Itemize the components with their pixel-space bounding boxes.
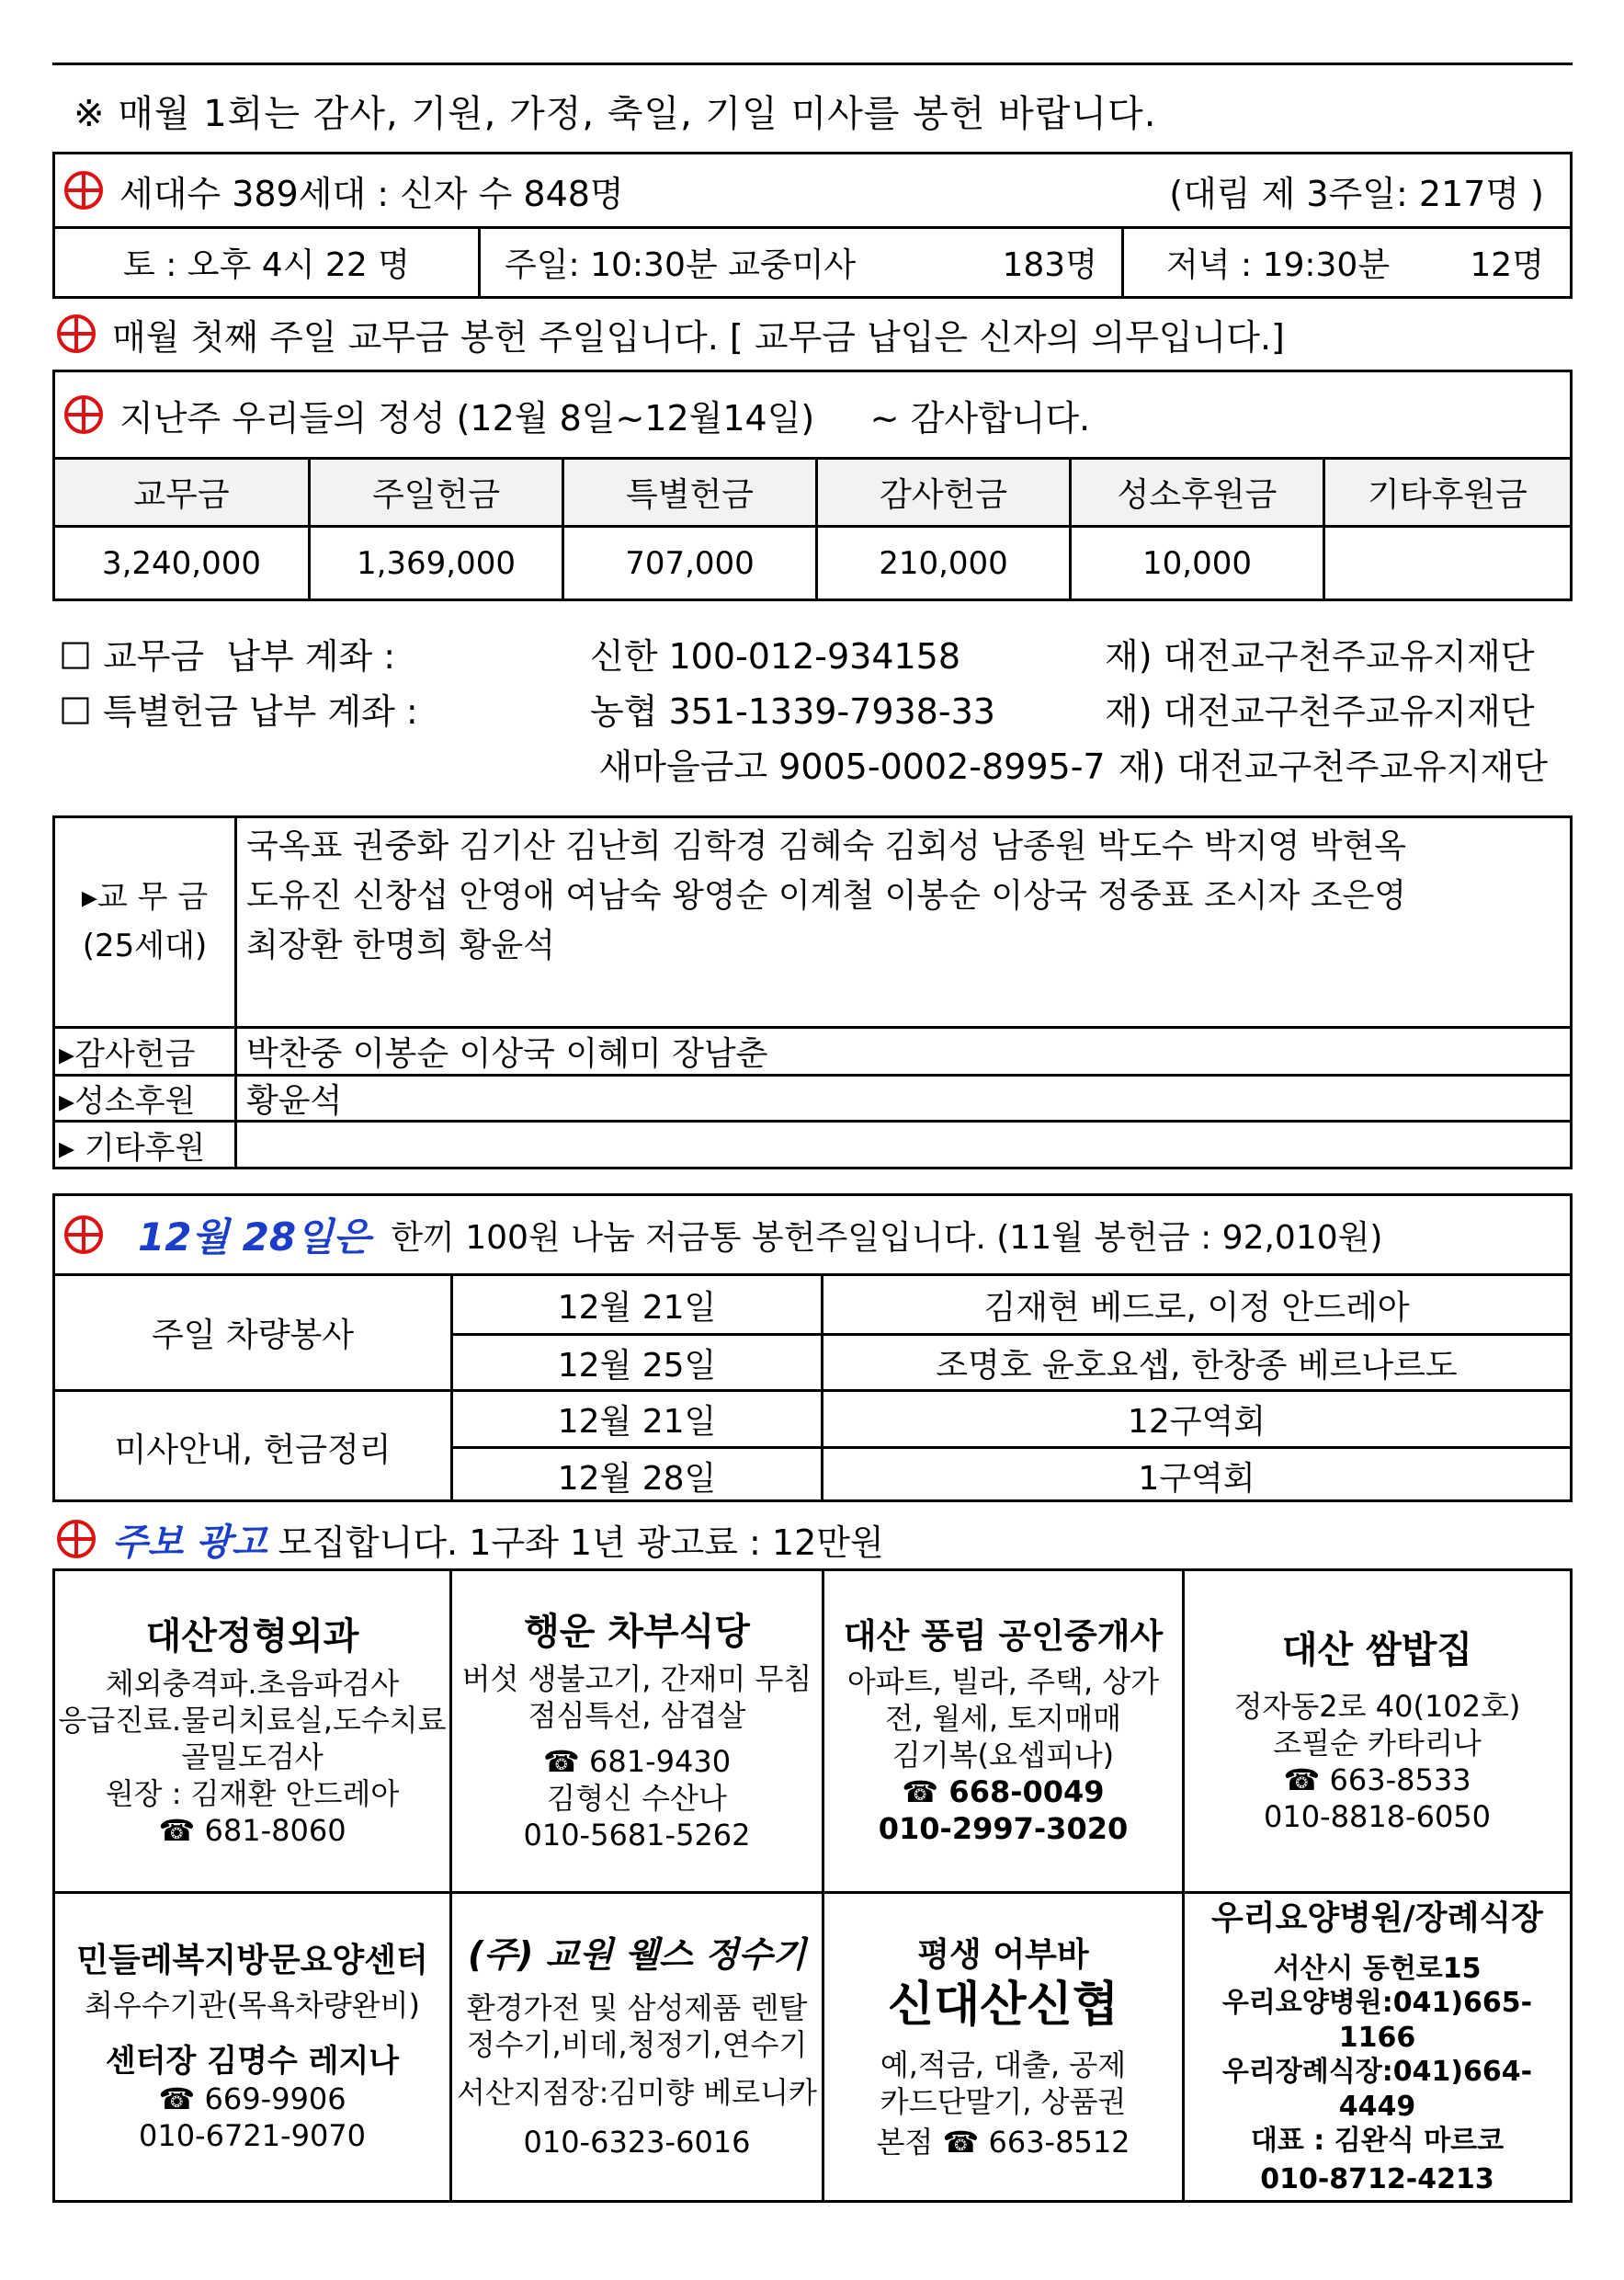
ad-phone: 010-2997-3020	[878, 1811, 1129, 1847]
ad-line: 골밀도검사	[181, 1739, 324, 1774]
offering-value: 3,240,000	[101, 544, 262, 582]
account-row	[59, 625, 1548, 680]
donor-line: 최장환 한명희 황윤석	[246, 927, 555, 964]
ad-line: 김기복(요셉피나)	[891, 1738, 1115, 1773]
ad-line: 우리장례식장:041)664-4449	[1221, 2056, 1533, 2123]
ad-line: 환경가전 및 삼성제품 렌탈	[466, 1990, 808, 2026]
offering-header: 주일헌금	[308, 460, 562, 525]
ad-line: 점심특선, 삼겹살	[528, 1698, 746, 1733]
service-title: 한끼 100원 나눔 저금통 봉헌주일입니다. (11월 봉헌금 : 92,010원)	[391, 1218, 1383, 1257]
ad-title: 신대산신협	[887, 1977, 1119, 2033]
checkbox-icon: □	[59, 633, 92, 673]
mass-notice: ※ 매월 1회는 감사, 기원, 가정, 축일, 기일 미사를 봉헌 바랍니다.	[74, 93, 1157, 135]
offering-header-row	[55, 457, 1570, 525]
ad-phone: ☎ 669-9906	[158, 2081, 346, 2117]
ads-grid	[52, 1568, 1573, 2203]
dues-donor-names	[234, 818, 1570, 1026]
offering-value: 707,000	[562, 528, 815, 598]
ad-title: (주) 교원 웰스 정수기	[467, 1933, 807, 1975]
ad-line: 체외충격파.초음파검사	[105, 1666, 400, 1701]
ad-line: 응급진료.물리치료실,도수치료	[58, 1703, 447, 1738]
dues-notice	[55, 305, 1285, 362]
account-owner: 재) 대전교구천주교유지재단	[1105, 690, 1535, 732]
ad-line: 예,적금, 대출, 공제	[880, 2046, 1127, 2082]
offering-header: 특별헌금	[562, 460, 815, 525]
service-date: 12월 21일	[450, 1389, 821, 1446]
offering-value: 210,000	[815, 528, 1069, 598]
ad-line: 서산지점장:김미향 베로니카	[457, 2075, 817, 2111]
advent-count: (대림 제 3주일: 217명 )	[1169, 173, 1544, 214]
ad-phone: 010-6721-9070	[138, 2118, 367, 2154]
account-bank: 신한 100-012-934158	[590, 635, 961, 677]
ad-line: 조필순 카타리나	[1273, 1726, 1482, 1761]
ad-title: 대산 쌈밥집	[1281, 1629, 1473, 1671]
ad-title: 우리요양병원/장례식장	[1211, 1898, 1543, 1937]
ad-title: 대산정형외과	[145, 1615, 359, 1658]
ad-phone: 010-8818-6050	[1263, 1799, 1492, 1834]
ad-line: 전, 월세, 토지매매	[884, 1701, 1122, 1737]
account-bank: 농협 351-1339-7938-33	[590, 690, 995, 732]
saturday-mass: 토 : 오후 4시 22 명	[123, 246, 410, 284]
service-box	[52, 1193, 1573, 1502]
service-group: 미사안내, 헌금정리	[55, 1389, 450, 1502]
account-owner: 재) 대전교구천주교유지재단	[1118, 746, 1548, 787]
account-list	[59, 625, 1548, 791]
ad-restaurant	[452, 1571, 822, 1891]
ad-hospital	[1185, 1894, 1570, 2200]
service-volunteers: 12구역회	[821, 1389, 1570, 1446]
offering-value	[1323, 528, 1570, 598]
offering-box	[52, 370, 1573, 601]
donor-line: 국옥표 권중화 김기산 김난희 김학경 김혜숙 김회성 남종원 박도수 박지영 박현옥	[246, 827, 1407, 865]
sunday-mass-label: 주일: 10:30분 교중미사	[505, 246, 857, 284]
sunday-mass-count: 183명	[1002, 246, 1097, 284]
evening-mass-count: 12명	[1470, 246, 1544, 284]
dues-notice-text: 매월 첫째 주일 교무금 봉헌 주일입니다. [ 교무금 납입은 신자의 의무입니다.]	[112, 316, 1285, 358]
top-rule	[52, 63, 1573, 65]
ad-ssambap	[1185, 1571, 1570, 1891]
ad-title: 행운 차부식당	[524, 1611, 750, 1653]
offering-header: 기타후원금	[1323, 460, 1570, 525]
service-date-highlight: 12월 28일은	[138, 1214, 371, 1260]
cross-icon	[55, 1518, 97, 1560]
account-bank: 새마을금고 9005-0002-8995-7	[598, 746, 1106, 787]
ad-phone: 본점 ☎ 663-8512	[876, 2124, 1130, 2160]
ad-slogan: 평생 어부바	[917, 1935, 1089, 1974]
offering-value: 10,000	[1069, 528, 1323, 598]
offering-header: 감사헌금	[815, 460, 1069, 525]
ad-line: 버섯 생불고기, 간재미 무침	[461, 1661, 812, 1696]
offering-value-row	[55, 525, 1570, 598]
ad-title: 민들레복지방문요양센터	[76, 1941, 428, 1979]
cross-icon	[55, 313, 97, 355]
ad-line: 우리요양병원:041)665-1166	[1221, 1987, 1533, 2054]
dues-donor-label	[55, 818, 234, 1026]
ad-phone: 010-5681-5262	[523, 1818, 751, 1852]
ad-line: 최우수기관(목욕차량완비)	[84, 1987, 420, 2023]
evening-mass	[1121, 229, 1570, 296]
household-count: 세대수 389세대 : 신자 수 848명	[119, 173, 624, 214]
thanks-names: 박찬중 이봉순 이상국 이혜미 장남춘	[234, 1029, 1570, 1074]
evening-mass-label: 저녁 : 19:30분	[1166, 246, 1391, 284]
ad-phone: ☎ 681-9430	[542, 1744, 732, 1779]
ad-phone: 010-6323-6016	[523, 2125, 751, 2160]
dues-label: ▸교 무 금	[81, 879, 209, 917]
ad-line: 원장 : 김재환 안드레아	[105, 1776, 400, 1811]
ad-realestate	[824, 1571, 1182, 1891]
other-names	[234, 1123, 1570, 1167]
ad-line: 카드단말기, 상품권	[880, 2083, 1127, 2119]
ads-header	[55, 1510, 884, 1568]
service-date: 12월 25일	[450, 1333, 821, 1389]
ad-water-purifier	[452, 1894, 822, 2200]
ad-line: 대표 : 김완식 마르코	[1250, 2125, 1505, 2158]
ad-line: 서산시 동헌로15	[1273, 1952, 1482, 1985]
ads-header-text: 모집합니다. 1구좌 1년 광고료 : 12만원	[278, 1522, 884, 1563]
ads-header-highlight: 주보 광고	[112, 1521, 267, 1564]
ad-line: 센터장 김명수 레지나	[105, 2042, 400, 2080]
account-row	[59, 680, 1548, 735]
offering-header: 성소후원금	[1069, 460, 1323, 525]
account-label: 특별헌금 납부 계좌 :	[103, 690, 418, 732]
ad-credit-union	[824, 1894, 1182, 2200]
service-date: 12월 28일	[450, 1446, 821, 1502]
vocation-label: ▸성소후원	[59, 1083, 196, 1120]
service-date: 12월 21일	[450, 1276, 821, 1333]
donor-box	[52, 815, 1573, 1169]
ad-title: 대산 풍림 공인중개사	[843, 1615, 1164, 1656]
cross-icon	[62, 393, 105, 436]
ad-orthopedic	[55, 1571, 449, 1891]
attendance-box	[52, 152, 1573, 299]
ad-line: 김형신 수산나	[547, 1781, 727, 1816]
ad-phone: ☎ 663-8533	[1283, 1762, 1471, 1797]
ad-phone: 010-8712-4213	[1260, 2162, 1494, 2195]
sunday-mass	[478, 229, 1121, 296]
ad-line: 아파트, 빌라, 주택, 상가	[846, 1664, 1160, 1700]
offering-title: 지난주 우리들의 정성 (12월 8일~12월14일) ~ 감사합니다.	[119, 397, 1091, 439]
checkbox-icon: □	[59, 688, 92, 728]
ad-care-center	[55, 1894, 449, 2200]
cross-icon	[62, 1214, 105, 1256]
dues-household-count: (25세대)	[82, 928, 208, 964]
ad-phone: ☎ 681-8060	[158, 1813, 346, 1848]
service-volunteers: 1구역회	[821, 1446, 1570, 1502]
account-row	[59, 735, 1548, 791]
offering-header: 교무금	[133, 476, 230, 514]
cross-icon	[62, 169, 105, 211]
ad-line: 정수기,비데,청정기,연수기	[466, 2027, 808, 2063]
ad-line: 정자동2로 40(102호)	[1233, 1689, 1521, 1724]
service-volunteers: 김재현 베드로, 이정 안드레아	[821, 1276, 1570, 1333]
service-volunteers: 조명호 윤호요셉, 한창종 베르나르도	[821, 1333, 1570, 1389]
vocation-names: 황윤석	[234, 1077, 1570, 1120]
thanks-label: ▸감사헌금	[59, 1036, 196, 1073]
service-group: 주일 차량봉사	[151, 1317, 355, 1354]
account-owner: 재) 대전교구천주교유지재단	[1105, 635, 1535, 677]
other-label: ▸ 기타후원	[59, 1129, 206, 1167]
ad-phone: ☎ 668-0049	[902, 1774, 1105, 1810]
donor-line: 도유진 신창섭 안영애 여남숙 왕영순 이계철 이봉순 이상국 정중표 조시자 조은영	[246, 877, 1407, 915]
offering-value: 1,369,000	[308, 528, 562, 598]
account-label: 교무금 납부 계좌 :	[103, 635, 396, 677]
